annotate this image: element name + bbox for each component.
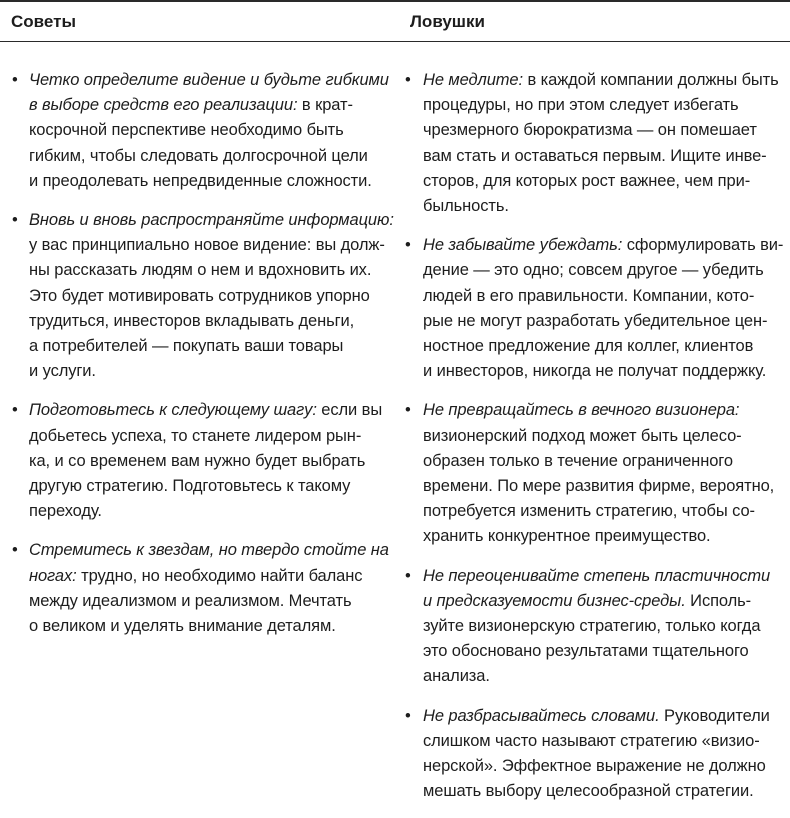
list-item [12,538,395,639]
item-body-text: между идеализмом и реализмом. Мечтать [29,591,352,610]
item-lead-text: Не забывайте убеждать: [423,236,623,255]
traps-column [395,68,790,818]
item-body-text: добьетесь успеха, то станете лидером рын- [29,426,362,445]
column-header-tips: Советы [11,12,76,31]
item-body-text: визионерский подход может быть целесо- [423,426,742,445]
item-body-text: ны рассказать людям о нем и вдохновить их. [29,261,372,280]
item-body-text: гибким, чтобы следовать долгосрочной цели [29,146,368,165]
item-lead-text: Не разбрасывайтесь словами. [423,706,660,725]
item-body-text: и преодолевать непредвиденные сложности. [29,171,372,190]
item-body-text: вам стать и оставаться первым. Ищите инве- [423,146,767,165]
item-body-text: и услуги. [29,362,96,381]
item-body-text: хранить конкурентное преимущество. [423,527,711,546]
list-item [12,398,395,524]
item-lead-text: Не превращайтесь в вечного визионера: [423,401,740,420]
item-lead-text: Четко определите видение и будьте гибкими [29,71,389,89]
item-body-text: анализа. [423,667,490,686]
table-body [0,42,790,818]
item-body-text: у вас принципиально новое видение: вы долж- [29,236,385,255]
item-body-text: косрочной перспективе необходимо быть [29,121,344,140]
table-header-row [0,2,790,42]
item-body-text: людей в его правильности. Компании, кото- [423,286,755,305]
item-body-text: сформулировать ви- [622,236,784,255]
bullet-icon: • [12,541,18,560]
list-item [12,208,395,384]
item-body-text: ка, и со временем вам нужно будет выбрать [29,451,366,470]
list-item [405,398,790,549]
item-body-text: рые не могут разработать убедительное цен- [423,311,768,330]
item-body-text: в каждой компании должны быть [523,71,779,89]
item-body-text: это обосновано результатами тщательного [423,642,749,661]
list-item [405,68,790,219]
list-item [12,68,395,194]
list-item [405,233,790,384]
bullet-icon: • [405,236,411,255]
item-body-text: быльность. [423,197,509,216]
bullet-icon: • [405,401,411,420]
list-item [405,564,790,690]
item-body-text: потребуется изменить стратегию, чтобы со- [423,502,755,521]
item-body-text: Исполь- [685,591,752,610]
list-item [405,704,790,805]
item-body-text: чрезмерного бюрократизма — он помешает [423,121,757,140]
item-body-text: процедуры, но при этом следует избегать [423,96,739,115]
item-body-text: и инвесторов, никогда не получат поддержку. [423,362,767,381]
item-body-text: Руководители [659,706,770,725]
bullet-icon: • [12,211,18,230]
item-body-text: слишком часто называют стратегию «визио- [423,731,760,750]
item-lead-text: Не переоценивайте степень пластичности [423,566,771,585]
item-body-text: в крат- [297,96,353,115]
item-body-text: Это будет мотивировать сотрудников упорно [29,286,370,305]
item-body-text: другую стратегию. Подготовьтесь к такому [29,477,351,496]
item-body-text: нерской». Эффектное выражение не должно [423,757,766,776]
bullet-icon: • [405,706,411,725]
bullet-icon: • [12,401,18,420]
item-lead-text: Вновь и вновь распространяйте информацию: [29,211,394,230]
item-lead-text: ногах: [29,566,77,585]
item-body-text: сторов, для которых рост важнее, чем при- [423,171,751,190]
bullet-icon: • [405,566,411,585]
item-body-text: о великом и уделять внимание деталям. [29,617,336,636]
item-body-text: зуйте визионерскую стратегию, только когда [423,617,761,636]
item-body-text: дение — это одно; совсем другое — убедить [423,261,764,280]
item-body-text: если вы [316,401,383,420]
tips-column [0,68,395,818]
bullet-icon: • [405,71,411,89]
item-lead-text: Не медлите: [423,71,523,89]
item-lead-text: и предсказуемости бизнес-среды. [423,591,686,610]
item-lead-text: Стремитесь к звездам, но твердо стойте на [29,541,389,560]
item-body-text: ностное предложение для коллег, клиентов [423,337,754,356]
item-body-text: трудиться, инвесторов вкладывать деньги, [29,311,355,330]
bullet-icon: • [12,71,18,89]
item-body-text: времени. По мере развития фирме, вероятно, [423,477,775,496]
item-lead-text: в выборе средств его реализации: [29,96,298,115]
item-body-text: трудно, но необходимо найти баланс [76,566,363,585]
item-lead-text: Подготовьтесь к следующему шагу: [29,401,317,420]
column-header-traps: Ловушки [410,12,485,31]
item-body-text: переходу. [29,502,102,521]
item-body-text: а потребителей — покупать ваши товары [29,337,344,356]
item-body-text: мешать выбору целесообразной стратегии. [423,782,754,801]
item-body-text: образен только в течение ограниченного [423,451,733,470]
